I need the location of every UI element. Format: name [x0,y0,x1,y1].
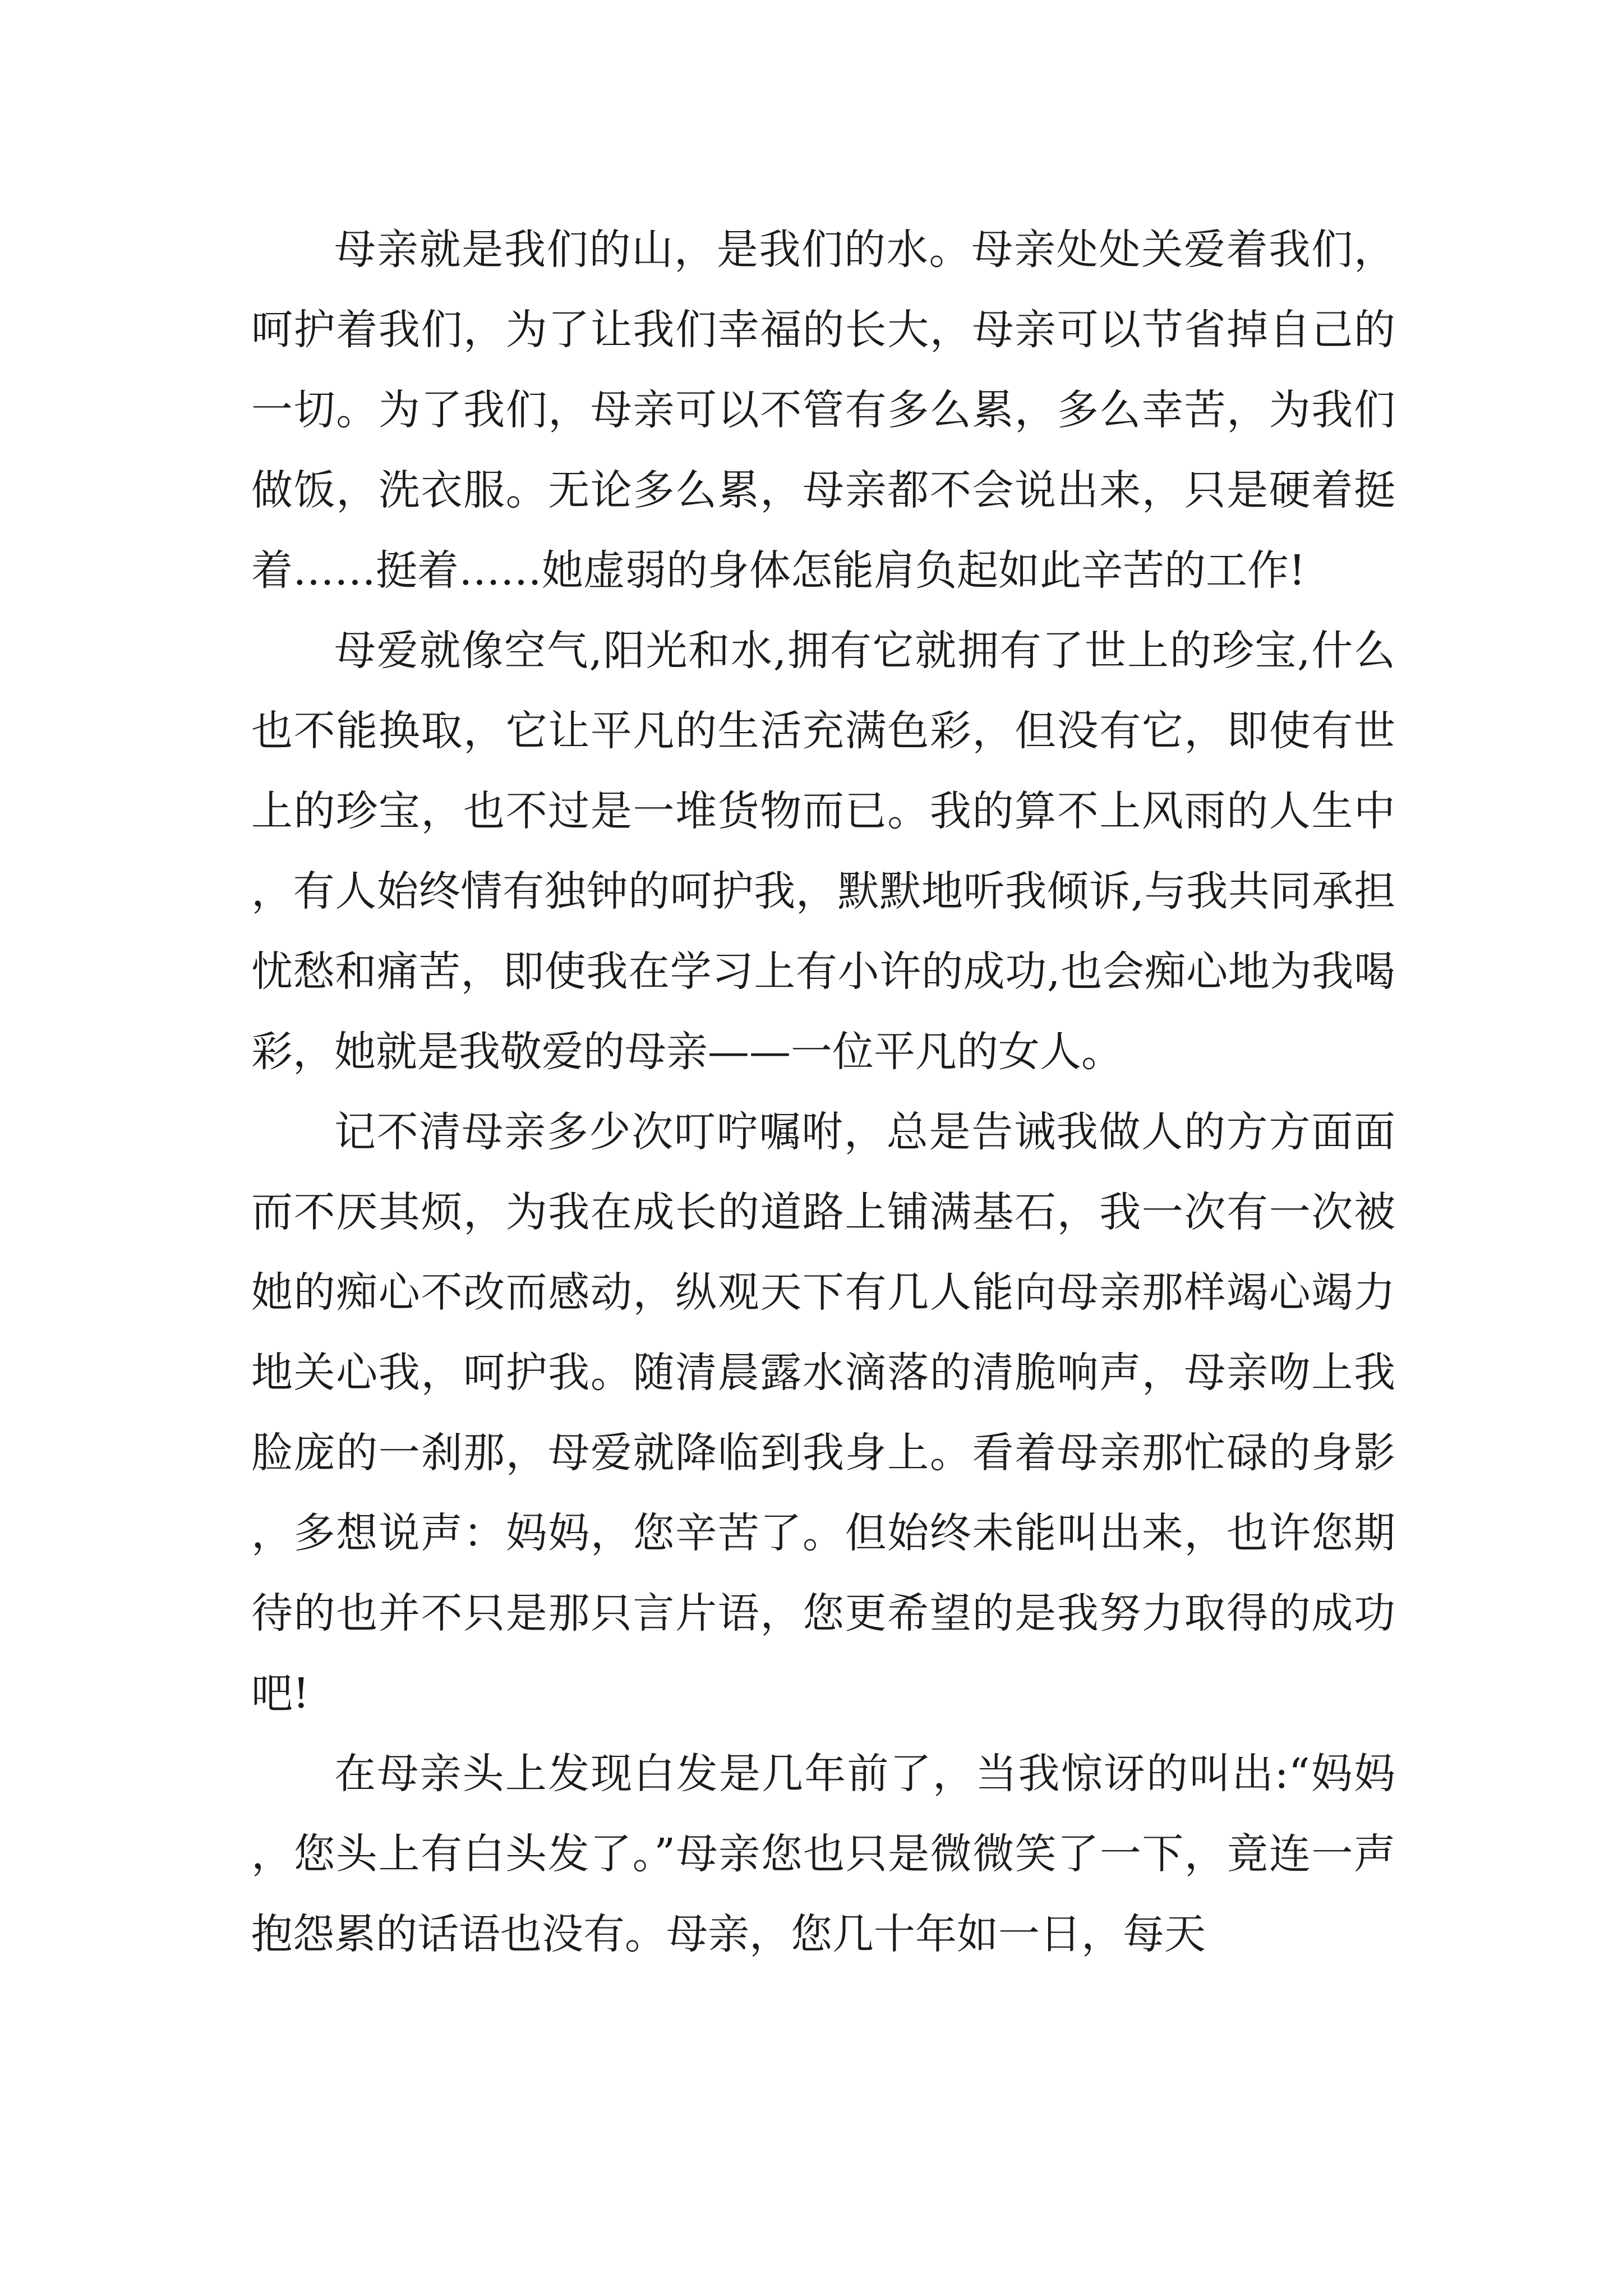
paragraph-3: 记不清母亲多少次叮咛嘱咐，总是告诫我做人的方方面面而不厌其烦，为我在成长的道路上铺满基石，我一次有一次被她的痴心不改而感动，纵观天下有几人能向母亲那样竭心竭力地关心我，呵护我。随清晨露水滴落的清脆响声，母亲吻上我脸庞的一刹那，母爱就降临到我身上。看着母亲那忙碌的身影，多想说声：妈妈，您辛苦了。但始终未能叫出来，也许您期待的也并不只是那只言片语，您更希望的是我努力取得的成功吧! [251,1108,1395,1718]
paragraph-4: 在母亲头上发现白发是几年前了，当我惊讶的叫出:“妈妈，您头上有白头发了。”母亲您也只是微微笑了一下，竟连一声抱怨累的话语也没有。母亲，您几十年如一日，每天 [251,1750,1395,1958]
document-body [251,210,1395,1975]
paragraph-2: 母爱就像空气,阳光和水,拥有它就拥有了世上的珍宝,什么也不能换取，它让平凡的生活充满色彩，但没有它，即使有世上的珍宝，也不过是一堆货物而已。我的算不上风雨的人生中，有人始终情有独钟的呵护我，默默地听我倾诉,与我共同承担忧愁和痛苦，即使我在学习上有小许的成功,也会痴心地为我喝彩，她就是我敬爱的母亲——一位平凡的女人。 [251,627,1395,1076]
paragraph-1: 母亲就是我们的山，是我们的水。母亲处处关爱着我们，呵护着我们，为了让我们幸福的长大，母亲可以节省掉自己的一切。为了我们，母亲可以不管有多么累，多么幸苦，为我们做饭，洗衣服。无论多么累，母亲都不会说出来，只是硬着挺着……挺着……她虚弱的身体怎能肩负起如此辛苦的工作! [251,226,1395,595]
